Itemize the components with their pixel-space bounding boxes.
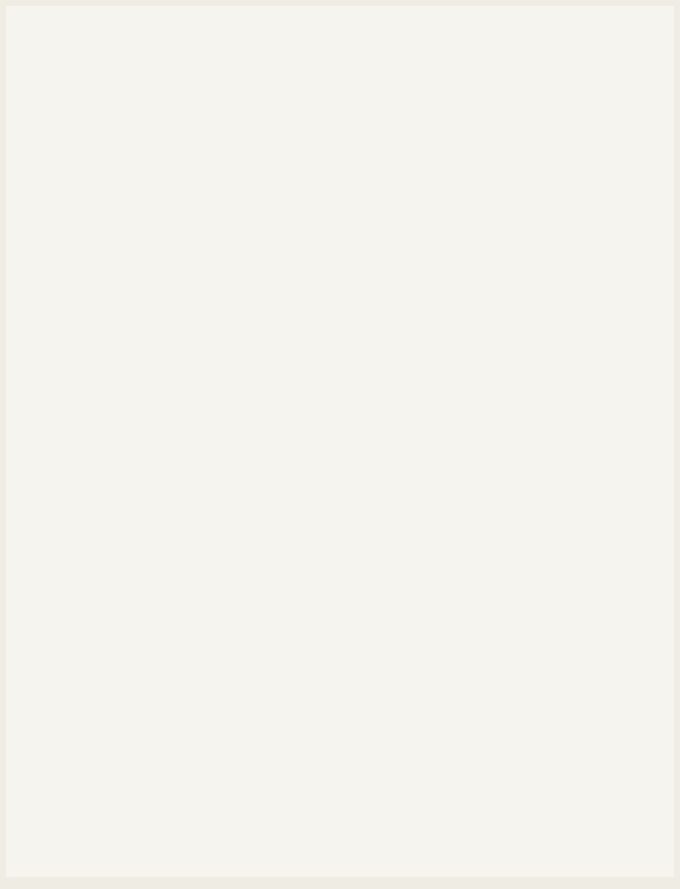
worksheet-page	[6, 6, 674, 877]
